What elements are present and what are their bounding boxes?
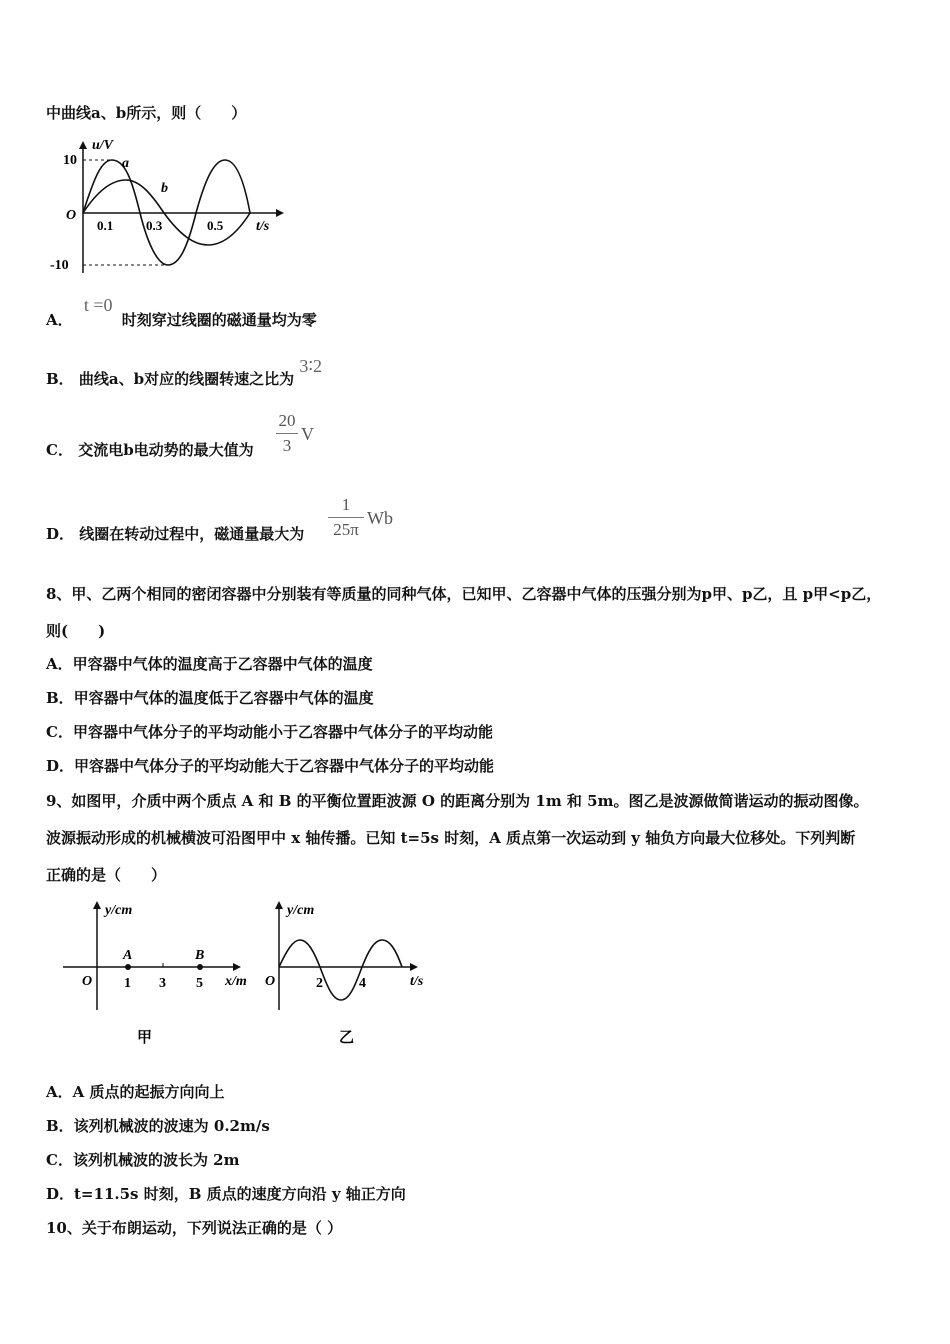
- q9-option-b[interactable]: B．该列机械波的波速为 0.2m/s: [46, 1117, 270, 1135]
- q7-tick-2: 0.3: [146, 218, 163, 233]
- q9-option-a[interactable]: A．A 质点的起振方向向上: [46, 1083, 225, 1101]
- q9-fig1-label-b: B: [195, 948, 205, 963]
- q7-d-fraction: 1 25π: [328, 495, 364, 540]
- q9-figure-yi: [262, 895, 437, 1055]
- q9-stem-1: 9、如图甲，介质中两个质点 A 和 B 的平衡位置距波源 O 的距离分别为 1m 和 5m。图乙是波源做简谐运动的振动图像。: [46, 792, 869, 810]
- q9-fig2-tick-4: 4: [359, 976, 366, 991]
- q8-option-a[interactable]: A．甲容器中气体的温度高于乙容器中气体的温度: [46, 655, 373, 673]
- q9-point-a: [125, 964, 131, 970]
- q9-option-c[interactable]: C．该列机械波的波长为 2m: [46, 1151, 240, 1169]
- q8-stem-2: 则( ): [46, 622, 106, 640]
- q7-a-math: t =0: [83, 295, 113, 315]
- q7-c-fraction: 20 3: [276, 411, 298, 456]
- q9-fig1-ylabel: y/cm: [105, 903, 133, 918]
- q9-figure-jia: [55, 895, 260, 1055]
- q9-fig2-xlabel: t/s: [410, 974, 424, 989]
- q9-option-d[interactable]: D．t=11.5s 时刻，B 质点的速度方向沿 y 轴正方向: [46, 1185, 406, 1203]
- q8-stem: 8、甲、乙两个相同的密闭容器中分别装有等质量的同种气体，已知甲、乙容器中气体的压强分别为p甲、p乙，且 p甲<p乙，: [46, 585, 882, 603]
- q7-voltage-chart: [40, 135, 300, 275]
- q9-fig2-caption: 乙: [339, 1030, 355, 1046]
- q7-option-b[interactable]: B． 曲线a、b对应的线圈转速之比为 3∶2: [46, 356, 323, 388]
- q7-option-d[interactable]: D． 线圈在转动过程中，磁通量最大为: [46, 525, 305, 543]
- q7-curve-b-label: b: [161, 181, 168, 196]
- q9-point-b: [197, 964, 203, 970]
- q9-fig1-xlabel: x/m: [225, 974, 247, 989]
- q9-stem-3: 正确的是（ ）: [46, 866, 167, 884]
- q7-option-c[interactable]: C． 交流电b电动势的最大值为: [46, 441, 254, 459]
- q7-c-unit: V: [301, 424, 314, 444]
- q8-option-c[interactable]: C．甲容器中气体分子的平均动能小于乙容器中气体分子的平均动能: [46, 723, 493, 741]
- q9-fig2-ylabel: y/cm: [287, 903, 315, 918]
- q9-fig1-tick-3: 3: [159, 976, 166, 991]
- q9-fig1-origin: O: [82, 974, 93, 989]
- q7-intro: 中曲线a、b所示，则（ ）: [46, 104, 247, 122]
- q7-b-math: 3∶2: [299, 356, 323, 376]
- q7-tick-1: 0.1: [97, 218, 114, 233]
- q9-stem-2: 波源振动形成的机械横波可沿图甲中 x 轴传播。已知 t=5s 时刻，A 质点第一次运动到 y 轴负方向最大位移处。下列判断: [46, 829, 856, 847]
- q9-fig2-tick-2: 2: [316, 976, 323, 991]
- q7-d-unit: Wb: [367, 508, 393, 528]
- q9-fig1-tick-5: 5: [196, 976, 203, 991]
- q7-xlabel: t/s: [256, 219, 270, 234]
- q9-fig2-origin: O: [265, 974, 276, 989]
- q7-ylabel: u/V: [92, 138, 114, 153]
- q9-fig1-tick-1: 1: [124, 976, 131, 991]
- q7-curve-a-label: a: [122, 156, 129, 171]
- q7-option-a[interactable]: A． t =0 时刻穿过线圈的磁通量均为零: [46, 295, 317, 329]
- q8-option-d[interactable]: D．甲容器中气体分子的平均动能大于乙容器中气体分子的平均动能: [46, 757, 495, 775]
- q7-y-max: 10: [63, 153, 77, 168]
- q10-stem: 10、关于布朗运动，下列说法正确的是（ ）: [46, 1219, 343, 1237]
- q7-tick-3: 0.5: [207, 218, 224, 233]
- q9-oscillation-curve: [279, 940, 402, 1000]
- q8-option-b[interactable]: B．甲容器中气体的温度低于乙容器中气体的温度: [46, 689, 374, 707]
- q7-y-min: -10: [50, 258, 69, 273]
- q9-fig1-caption: 甲: [137, 1030, 153, 1046]
- q9-fig1-label-a: A: [123, 948, 133, 963]
- q7-origin: O: [66, 208, 77, 223]
